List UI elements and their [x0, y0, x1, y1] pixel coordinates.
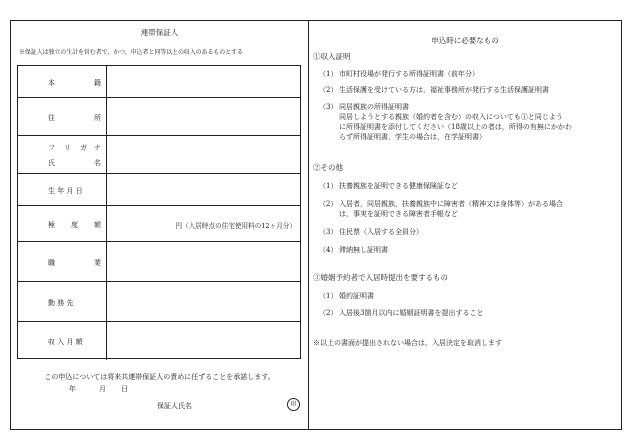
label-income: 収 入 月 額	[48, 338, 83, 346]
label-name-2: 名	[94, 159, 101, 167]
domicile-field[interactable]	[107, 66, 300, 97]
cancellation-note: ※以上の書面が提出されない場合は，入居決定を取消します	[313, 339, 502, 347]
label-birthdate: 生 年 月 日	[48, 187, 83, 195]
birthdate-field[interactable]	[107, 174, 300, 205]
name-field[interactable]	[107, 136, 300, 173]
row-limit	[18, 206, 300, 242]
row-income	[18, 322, 300, 360]
row-address	[18, 98, 300, 136]
occupation-field[interactable]	[107, 242, 300, 281]
list-item-detail: 同居しようとする親族（婚約者を含む）の収入についても①と同じよう	[339, 113, 563, 121]
requirements-title: 申込時に必要なもの	[431, 36, 499, 45]
label-address-2: 所	[94, 114, 101, 122]
row-name	[18, 136, 300, 174]
section-income-proof: ①収入証明	[313, 52, 351, 61]
section-engaged: ③婚姻予約者で入居時提出を要するもの	[313, 273, 448, 282]
label-address-1: 住	[48, 114, 55, 122]
list-item-detail: に所得証明書を添付してください（18歳以上の者は，所得の有無にかかわ	[339, 123, 572, 131]
list-item-detail: らず所得証明書，学生の場合は，在学証明書）	[339, 133, 486, 141]
label-occupation-2: 業	[94, 259, 101, 267]
guarantor-name-label: 保証人氏名	[157, 402, 192, 410]
label-domicile-2: 籍	[94, 79, 101, 87]
guarantor-section	[11, 21, 308, 429]
label-limit-3: 額	[94, 221, 101, 229]
label-occupation-1: 職	[48, 259, 55, 267]
row-workplace	[18, 282, 300, 322]
limit-field[interactable]	[107, 206, 300, 241]
income-field[interactable]	[107, 322, 300, 360]
address-field[interactable]	[107, 98, 300, 135]
label-domicile-1: 本	[48, 79, 55, 87]
label-name-1: 氏	[48, 159, 55, 167]
guarantor-table	[17, 65, 301, 359]
date-month: 月	[99, 385, 106, 393]
label-limit-1: 極	[48, 221, 55, 229]
label-furigana-2: リ	[64, 144, 71, 152]
label-workplace: 勤 務 先	[48, 299, 74, 307]
limit-value: 円（入居時点の住宅使用料の12ヶ月分）	[175, 222, 296, 230]
workplace-field[interactable]	[107, 282, 300, 321]
row-birthdate	[18, 174, 300, 206]
row-occupation	[18, 242, 300, 282]
row-domicile	[18, 66, 300, 98]
label-furigana-3: ガ	[80, 144, 87, 152]
form-frame	[10, 20, 622, 430]
seal-mark: 印	[287, 398, 300, 411]
section-other: ②その他	[313, 163, 343, 172]
guarantor-note: ※保証人は独立の生計を営む者で，かつ，申込者と同等以上の収入のあるものとする	[19, 49, 243, 56]
consent-text: この申込については将来共連帯保証人の責めに任ずることを承諾します。	[44, 373, 275, 381]
list-item-detail: は，事実を証明できる障害者手帳など	[339, 210, 458, 218]
date-year: 年	[69, 385, 76, 393]
requirements-section: 申込時に必要なもの ①収入証明 （1） 市町村役場が発行する所得証明書（前年分） （2） 生活保護を受けている方は，福祉事務所が発行する生活保護証明書 （3） 同居親族の所得証明書 同居しようとする親族（婚約者を含む）の収入についても①と同じよう に所得証明書を添付してください（18歳以上の者は，所得の有無にかかわ らず所得証明書，学生の場合は，在学証明書） ②その他 （1） 扶養親族を証明できる健康保険証など （2） 入居者，同居親族，扶養親族中に障害者（精神又は身体等）がある場合 は，事実を証明できる障害者手帳など （3） 住民票（入居する全員分） （4） 滞納無し証明書 ③婚姻予約者で入居時提出を要するもの （1） 婚約証明書 （2） 入居後3箇月以内に婚姻証明書を提出すること ※以上の書面が提出されない場合は，入居決定を取消します	[309, 21, 621, 429]
date-day: 日	[121, 385, 128, 393]
label-furigana-1: フ	[48, 144, 55, 152]
label-limit-2: 度	[71, 221, 78, 229]
guarantor-title: 連帯保証人	[140, 28, 179, 37]
label-furigana-4: ナ	[94, 144, 101, 152]
